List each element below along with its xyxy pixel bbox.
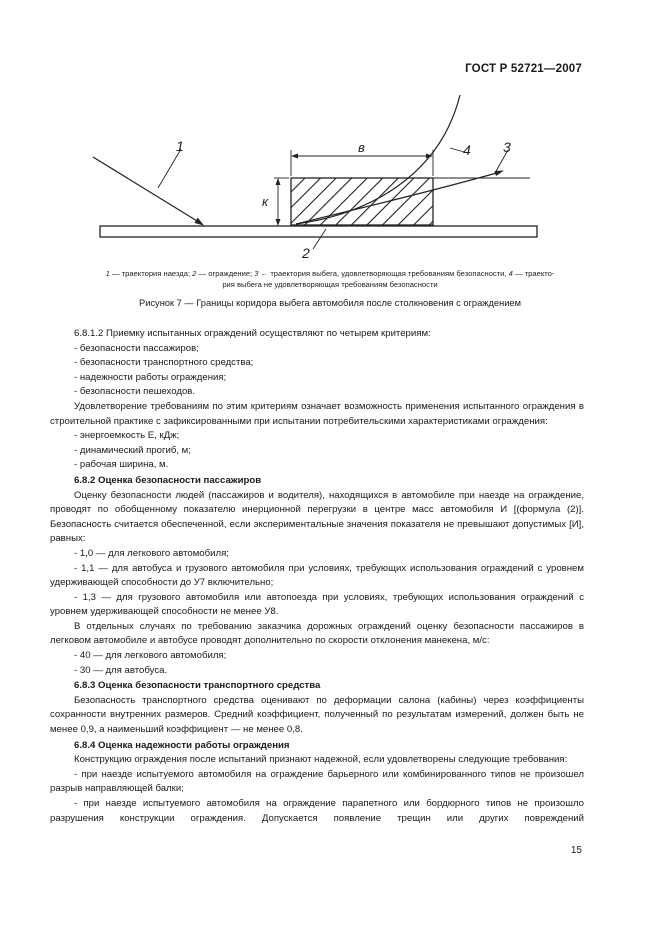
paragraph: В отдельных случаях по требованию заказчика дорожных ограждений оценку безопасности пассажиров в легковом автомобиле и автобусе проводят дополнительно по скорости отклонения манекена, м/с: xyxy=(50,620,584,647)
figure-legend: 1 — траектория наезда; 2 — ограждение; 3 ← траектория выбега, удовлетворяющая требованиям безопасности, 4 — траекто- рия выбега не удовлетворяющая требованиям безопасности xyxy=(105,269,555,289)
page-number: 15 xyxy=(570,845,582,856)
figure-title: Рисунок 7 — Границы коридора выбега автомобиля после столкновения с ограждением xyxy=(139,298,521,308)
list-item: - рабочая ширина, м. xyxy=(74,459,169,471)
section-heading-6-8-4: 6.8.4 Оценка надежности работы ограждения xyxy=(74,739,290,751)
paragraph: Удовлетворение требованиям по этим критериям означает возможность применения испытанного ограждения в строительной практике с зафиксированными при испытании потребительскими характеристиками ограждения: xyxy=(50,400,584,427)
list-item: - безопасности транспортного средства; xyxy=(74,357,254,369)
ground-strip xyxy=(100,226,537,237)
list-item: - безопасности пассажиров; xyxy=(74,342,199,354)
list-item: - 30 — для автобуса. xyxy=(74,664,168,676)
list-item: - 40 — для легкового автомобиля; xyxy=(74,650,227,662)
list-item: - надежности работы ограждения; xyxy=(74,371,227,383)
label-k: к xyxy=(262,194,269,209)
list-item: - при наезде испытуемого автомобиля на ограждение парапетного или бордюрного типов не произошло разрушения конструкции ограждения. Допускается появление трещин или других повреждений xyxy=(50,798,584,824)
list-item: - 1,0 — для легкового автомобиля; xyxy=(74,547,229,559)
list-item: - энергоемкость Е, кДж; xyxy=(74,430,180,442)
label-3: 3 xyxy=(503,139,511,155)
paragraph: Конструкцию ограждения после испытаний признают надежной, если удовлетворены следующие требования: xyxy=(74,754,568,766)
label-1: 1 xyxy=(176,138,184,154)
approach-trajectory xyxy=(93,157,202,224)
label-4: 4 xyxy=(463,142,471,158)
section-heading-6-8-3: 6.8.3 Оценка безопасности транспортного средства xyxy=(74,680,321,692)
label-b: в xyxy=(358,140,365,155)
list-item: - при наезде испытуемого автомобиля на ограждение барьерного или комбинированного типов не произошел разрыв направляющей балки; xyxy=(50,768,584,795)
paragraph-6-8-1-2: 6.8.1.2 Приемку испытанных ограждений осуществляют по четырем критериям: xyxy=(74,328,431,339)
figure-7-diagram xyxy=(0,0,661,270)
list-item: - безопасности пешеходов. xyxy=(74,386,196,398)
barrier-block xyxy=(291,178,433,225)
standard-header: ГОСТ Р 52721—2007 xyxy=(465,63,582,75)
list-item: - 1,3 — для грузового автомобиля или автопоезда при условиях, требующих использования ограждений с уровнем удерживающей способности не менее У8. xyxy=(50,591,584,618)
paragraph: Оценку безопасности людей (пассажиров и водителя), находящихся в автомобиле при наезде на ограждение, проводят по обобщенному показателю инерционной перегрузки в центре масс автомобиля И [(формула (2)]. Безопасность считается обеспеченной, если экспериментальные значения показателя не превышают допустимых [И], равных: xyxy=(50,489,584,545)
paragraph: Безопасность транспортного средства оценивают по деформации салона (кабины) через коэффициенты сохранности внутренних размеров. Средний коэффициент, полученный по результатам измерений, должен быть не менее 0,9, а наименьший коэффициент — не менее 0,8. xyxy=(50,694,584,736)
list-item: - динамический прогиб, м; xyxy=(74,444,191,456)
section-heading-6-8-2: 6.8.2 Оценка безопасности пассажиров xyxy=(74,474,262,486)
body-text xyxy=(50,327,584,826)
label-2: 2 xyxy=(302,245,310,261)
list-item: - 1,1 — для автобуса и грузового автомобиля при условиях, требующих использования ограждений с уровнем удерживающей способности до У7 включительно; xyxy=(50,562,584,589)
